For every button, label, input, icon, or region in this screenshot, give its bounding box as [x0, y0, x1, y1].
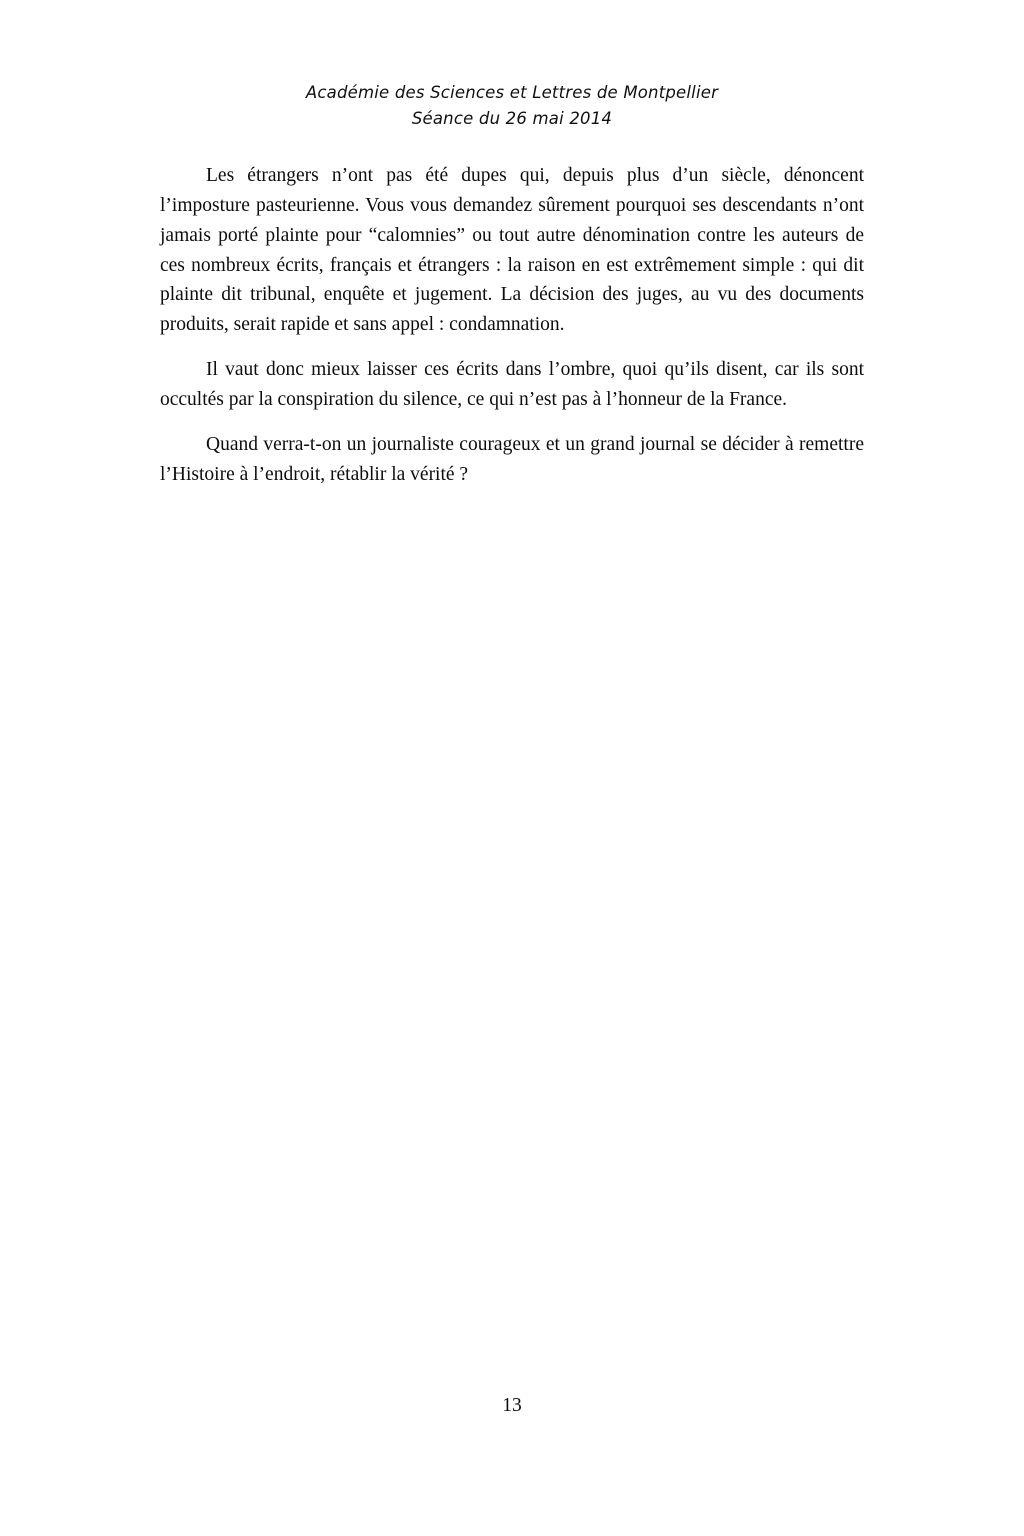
paragraph: Il vaut donc mieux laisser ces écrits dans l’ombre, quoi qu’ils disent, car ils sont occultés par la conspiration du silence, ce qui n’est pas à l’honneur de la France. — [160, 359, 864, 410]
page-header — [160, 80, 864, 131]
paragraph: Les étrangers n’ont pas été dupes qui, depuis plus d’un siècle, dénoncent l’imposture pasteurienne. Vous vous demandez sûrement pourquoi ses descendants n’ont jamais porté plainte pour “calomnies” ou tout autre dénomination contre les auteurs de ces nombreux écrits, français et étrangers : la raison en est extrêmement simple : qui dit plainte dit tribunal, enquête et jugement. La décision des juges, au vu des documents produits, serait rapide et sans appel : condamnation. — [160, 165, 864, 336]
header-institution: Académie des Sciences et Lettres de Montpellier — [305, 83, 719, 102]
paragraph: Quand verra-t-on un journaliste courageux et un grand journal se décider à remettre l’Histoire à l’endroit, rétablir la vérité ? — [160, 433, 864, 485]
header-session: Séance du 26 mai 2014 — [411, 108, 613, 128]
page-number: 13 — [502, 1395, 522, 1416]
page-content — [160, 80, 864, 489]
body-text — [160, 161, 864, 489]
